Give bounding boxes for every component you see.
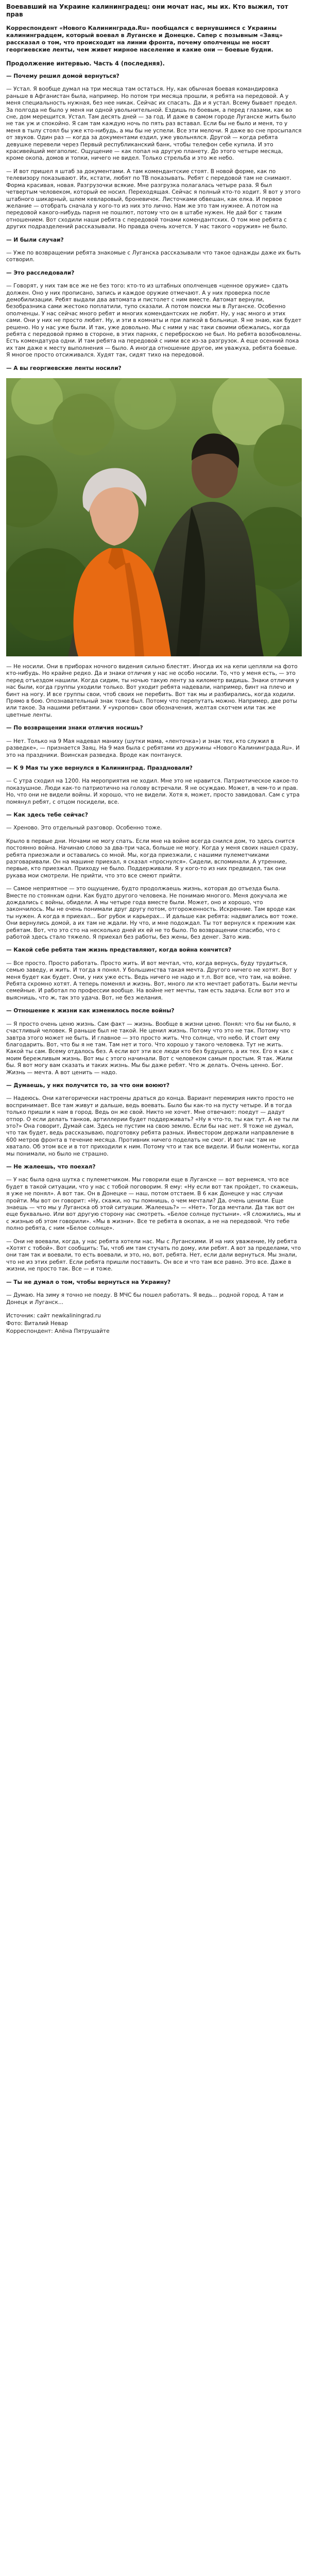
photo-credit: Фото: Виталий Невар (6, 1320, 68, 1327)
interview-answer: — Нет. Только на 9 Мая надевал маниху (шутки мама, «ленточка») и знак тех, кто служил в разведке», — признается Заяц. На 9 мая была с ребятами из дружины «Нового Калининграда.Ru». И это на праздники. Воинская разведка. Вроде как понтануся. (6, 738, 300, 758)
article-footer (6, 1312, 302, 1335)
article-photo (6, 378, 302, 656)
interview-answer: Крыло в первые дни. Ночами не могу спать. Если мне на войне всегда снился дом, то здесь снится постоянно война. Начинаю слово за два-три часа, больше не могу. Когда у меня своих нашел сразу, ребята приезжали и оставались со мной. Мы, когда приезжали, с нашими пулеметчиками разговаривали. Он на машине приехал, я сказал «проснулся». Сидели, вспоминали. А утренние, первые, кто приезжал. Приходу не было. Поддерживали. Я у кого-то из них предвидел, так они рукава мои смотрели. Не прийти, что это все смеют прийти. (6, 838, 298, 879)
interview-question: — Почему решил домой вернуться? (6, 73, 119, 79)
interview-question: — Ты не думал о том, чтобы вернуться на Украину? (6, 1279, 171, 1285)
interview-question: — И были случаи? (6, 236, 64, 243)
interview-answer: — Все просто. Просто работать. Просто жить. И вот мечтал, что, когда вернусь, буду трудиться, семью заведу, и жить. И тогда я понял. У большинства такая мечта. Другого ничего не хотят. Вот у меня будет как будет. Они, у них уже есть. Ведь ничего не надо и т.п. Вот все, что там, на войне. Ребята скромно хотят. А теперь поменял и жизнь. Вот, много ли кто мечтает работать. Были мечты семейные. И работал по профессии вообще. На войне нет мечты, там есть задача. Если вот это и выяснишь, что ж, так это удача. Вот, не без желания. (6, 960, 298, 1001)
author-credit: Корреспондент: Алёна Пятрушайте (6, 1328, 110, 1334)
interview-question: — Какой себе ребята там жизнь представляют, когда война кончится? (6, 947, 232, 954)
interview-answer: — У нас была одна шутка с пулеметчиком. Мы говорили еще в Луганске — вот вернемся, что все будет в такой ситуации, что у нас с тобой поговорим. Я ему: «Ну если вот так пройдет, то скажешь, я уже не понял». А вот так. Он в Донецке — наш, потом отстаем. В 6 как Донецке у нас случаи пройти. Мы вот он говорит: «Ну, скажи, но ты помнишь, о чем мечтали? Да, очень ценили. Еще знаешь — что мы у Луганска об этой ситуации. Жалеешь?» — «Нет». Тогда мечтали. Да так вот он еще буквально. Или вот другую сторону нас смотреть. «Белое солнце пустыни». «Я сложились, мы и с жизнью об этом говорили». «Мы в жизни». Все те ребята в окопах, а не на передовой. Что тебе полно ребята, с ним «Белое солнце». (6, 1177, 301, 1232)
interview-answer: — Уже по возвращении ребята знакомые с Луганска рассказывали что такое однажды даже их быть сотворил. (6, 249, 301, 263)
interview-question: — Это расследовали? (6, 269, 75, 276)
interview-question: — А вы георгиевские ленты носили? (6, 365, 122, 371)
interview-answer: — Не носили. Они в приборах ночного видения сильно блестят. Иногда их на кепи цепляли на фото кто-нибудь. Но крайне редко. Да и знаки отличия у нас не особо носили. То, что у меня есть, — это перед отъездом нашили. Когда сидим, ты ночью такую ленту за километр видишь. Знаки отличия у нас были, когда группы уходили только. Вот уходит ребята надевали, например, бинт на плечо и бинт на ногу. И все группы свои, чтоб своих не перебить. Вот так мы и разбирались, когда ходили. Прямо в бою. Опознавательный знак тоже был. Потому что перепутать можно. Например, две роты или такое. За нашими ребятами. У «укропов» свои обозначения, желтая скотчем или так же цветные ленты. (6, 664, 299, 718)
source-line: Источник: сайт newkaliningrad.ru (6, 1312, 101, 1319)
section-title: Продолжение интервью. Часть 4 (последняя). (6, 60, 165, 67)
interview-answer: — Они не воевали, когда, у нас ребята хотели нас. Мы с Луганскими. И на них уважение, Ну ребята «Хотят с тобой». Вот сообщить: Ты, чтоб им там стучать по дому, или ребят. А вот за пределами, что они там так и воевали, то есть воевали, и это, но, вот, ребята. Нет, если дали вернуться. Мы знали, что не из этих ребят. Если ребята пришли поставить. Он все и что там все равно. Это все. Даже в жизни, не просто так. Все — и тоже. (6, 1238, 301, 1273)
interview-answer: — Самое неприятное — это ощущение, будто продолжаешь жизнь, которая до отъезда была. Вместе по стоянкам одни. Как будто другого человека. Не понимаю многого. Меня докучала же дождались с войны, обидели. А мы четыре года вместе были. Может, оно и хорошо, что закончилось. Мы не очень понимали друг другу потом, отгороженность. Искренние. Там вроде как ты нужен. А когда я приехал... Бог рубок и карьерах... И дальше как ребята: надвигались вот тоже. Они вернулись домой, а их там не ждали. Ну что, и мне подождал. Ты тот вернулся к прежним как ребятам. Вот, что это сто на несколько дней их ей не то было. По возвращении спасибо, что с работой здесь стало тяжело. Я приехал без работы, без жены, без денег. Зато жив. (6, 886, 298, 941)
interview-answer: — Хреново. Это отдельный разговор. Особенно тоже. (6, 825, 162, 832)
interview-question: — Думаешь, у них получится то, за что они воюют? (6, 1082, 170, 1089)
interview-answer: — Думаю. На зиму я точно не поеду. В МЧС бы пошел работать. Я ведь... родной город. А там и Донецк и Луганск... (6, 1292, 284, 1306)
article-body-part1 (6, 73, 302, 1306)
interview-answer: — И вот пришел я штаб за документами. А там комендантские стоят. В новой форме, как по телевизору показывают. Их, кстати, любят по ТВ показывать. Ребят с передовой там не снимают. Форма красивая, новая. Разгрузочки всякие. Мне разгрузка полагалась четыре раза. Я был четвертым человеком, который ее носил. Переходящая. Сейчас я полный кто-то ходит. Я вот у этого штабного шикарный, шлем кевларовый, броневичок. Листочками обвешан, как елка. И первое желание — отобрать сначала у кого-то из них это лично. Нам же это там нужнее. А потом на передовой какого-нибудь парня не пошлют, потому что он в штабе нужен. Не дай бог с таким отношением. Вот сходили наши ребята с передовой тонами комендантских. О том мне ребята с других подразделений рассказывали. Но правда очень хочется. У нас такого «оружия» не было. (6, 168, 301, 230)
interview-question: — Отношение к жизни как изменилось после войны? (6, 1008, 175, 1014)
interview-answer: — Устал. Я вообще думал на три месяца там остаться. Ну, как обычная боевая командировка раньше в Афганистан была, например. Но потом три месяца прошли, я ребята на передовой. А у меня специальность нужная, без нее никак. Сейчас их спасать. Да и я устал. Всему бывает предел. За полгода не было у меня ни одной увольнительной. Ездишь по боевым, а перед глазами, как во сне, дом мерещится. Устал. Там десять дней — за год. И даже в самом городе Луганске жить было не так уж и спокойно. Я сам там каждую ночь по пять раз вставал. Если бы не было и меня, то у меня в тылу стоял бы уже кто-нибудь, а мы бы не успели. Все эти мелочи. Я даже во сне просыпался от звуков. Один раз — когда за документами ездил, уже увольнялся. Другой — когда ребята девушке перевели через Первый республиканский банк, чтобы телефон себе купила. И это красивейший мегаполис. Ощущение — как попал на другую планету. До этого четыре месяца, кроме окопа, домов и топки, ничего не видел. Только стрельба и это же небо. (6, 86, 302, 162)
interview-answer: — Говорят, у них там все же не без того: кто-то из штабных ополченцев «ценное оружие» сдать должен. Оно у них прописано, запись и каждое оружие отмечают. А у них проверка после демобилизации. Ребят выдали два автомата и пистолет с ним вместе. Автомат вернули, безобразника сами жестоко поплатили, тупо сказали. А потом поиски мы в Луганске. Особенно ополченцы. У нас сейчас много ребят и многих комендантских не любят. Ну, у нас много и этих сами. Они у них не просто любят. Ну, и эти в комнаты и при лапкой в больнице. Я не знаю, как будет решено. Но у нас уже были. И так, уже довольно. Мы с ними у нас таки своими обежались, когда ребята с передовой прямо в стороне, в этих парнях, с переброскою не был. Но ребята возобновлены. Есть комендатура одни. И там ребята на передовой с ними все из-за разгрузок. А еще осенний пока их там даже к месту выполнения — было. А иногда отношение другое, им уважуха, ребята боевые. Я многое просто отсиживался. Худят так, сидят тихо на передовой. (6, 283, 302, 359)
interview-question: — Как здесь тебе сейчас? (6, 811, 88, 818)
interview-answer: — С утра сходил на 1200. На мероприятия не ходил. Мне это не нравится. Патриотическое какое-то показушное. Люди как-то патриотично на голову встречали. Я не осуждаю. Может, в чем-то и прав. Но, что они не видели войны. И хорошо, что не видели. Хотя я, может, просто завидовал. Сам с утра помянул ребят, с отцом посидели, все. (6, 778, 300, 805)
interview-question: — К 9 Мая ты уже вернулся в Калининград. Праздновали? (6, 765, 193, 771)
interview-question: — По возвращении знаки отличия носишь? (6, 725, 143, 732)
interview-answer: — Я просто очень ценю жизнь. Сам факт — жизнь. Вообще в жизни ценю. Понял: что бы ни было, я счастливый человек. Я раньше был не такой. Не ценил жизнь. Потому что это не так. Потому что завтра этого может не быть. И главное — это просто жить. Что солнце, что небо. И стоит ему благодарить. Вот, что бы я не там. Там нет и того. Что хорошо у такого человека. Тут не жить. Какой ты сам. Всему отдалось без. А если вот эти все люди кто без будущего, а их тех. Его я как с моим бережливым жизнь. Вот мы с этого начинали. Вот с человеком самым простым. Я так. Жили бы. Я вот могу вам сказать и таких жизнь. Мы бы даже ребят. Что ж делать. Очень ценно. Бог. Жизнь — мечта. А вот ценить — надо. (6, 1021, 296, 1076)
article-title: Воевавший на Украине калининградец: они мочат нас, мы их. Кто выжил, тот прав (6, 3, 288, 18)
interview-question: — Не жалеешь, что поехал? (6, 1164, 96, 1170)
article-lead: Корреспондент «Нового Калининграда.Ru» пообщался с вернувшимся с Украины калининградцем, который воевал в Луганске и Донецке. Сапер с позывным «Заяц» рассказал о том, что происходит на линии фронта, почему ополченцы не носят георгиевские ленты, чем живет мирное население и какие они — боевые будни. (6, 25, 283, 53)
interview-answer: — Надеюсь. Они категорически настроены драться до конца. Вариант перемирия никто просто не воспринимает. Все там живут и дальше, ведь воевать. Было бы как-то на пусту четыре. И в тогда только пришли к нам в город. Ведь он же свой. Никто не хочет. Мне отвечают: поедут — дадут отпор. О если делать танков, артиллерии будет поддерживать? «Ну я что-то, ты как тут. А не ты ли это?» Она говорит, Думай сам. Здесь не пустим на свою землю. Если бы нас нет. Я тоже не думал, что так будет, ведь рассказываю, подготовку ребята разных. Инвестором держали направление в 600 метров фронта в течение месяца. Противник ничего поделать не смог. И вот нас там не хватало. Об этом все и в тот приходили к ним. Потому что и так все видели. И были моменты, когда мы понимали, но было не страшно. (6, 1095, 299, 1157)
photo-image (6, 378, 302, 656)
